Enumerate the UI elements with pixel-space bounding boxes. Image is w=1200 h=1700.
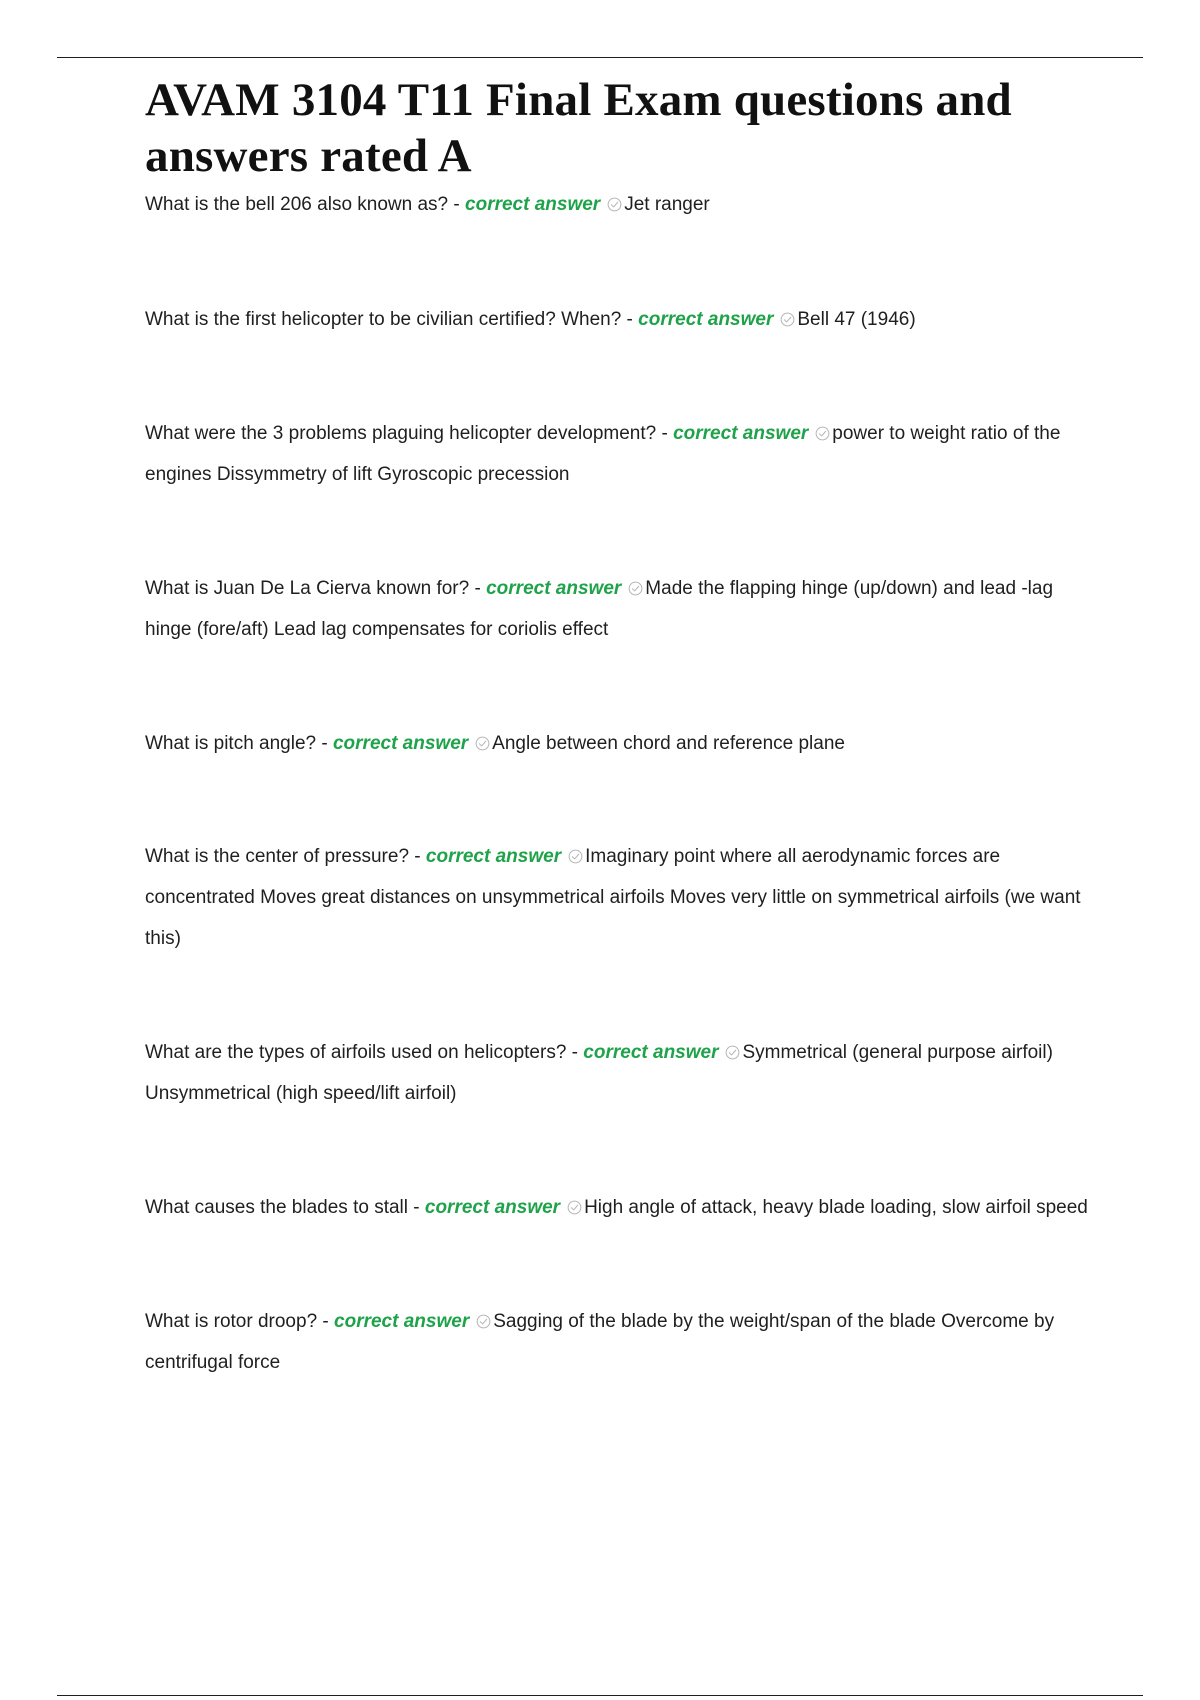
bottom-rule [57,1695,1143,1696]
check-circle-icon [476,1314,491,1329]
answer-text: Jet ranger [624,194,710,215]
correct-answer-label: correct answer [334,1311,470,1332]
check-circle-icon [628,581,643,596]
correct-answer-label: correct answer [673,423,809,444]
question-text: What were the 3 problems plaguing helicopter development? [145,423,657,444]
check-circle-icon [725,1045,740,1060]
answer-text: Made the flapping hinge (up/down) and lead -lag hinge (fore/aft) Lead lag compensates for coriolis effect [145,578,1054,640]
correct-answer-label: correct answer [583,1042,719,1063]
qa-item [145,299,1090,340]
answer-text: Bell 47 (1946) [797,309,916,330]
check-circle-icon [815,426,830,441]
question-text: What is the center of pressure? [145,846,410,867]
answer-text: Sagging of the blade by the weight/span of the blade Overcome by centrifugal force [145,1311,1055,1373]
correct-answer-label: correct answer [465,194,601,215]
question-text: What is the first helicopter to be civilian certified? When? [145,309,622,330]
question-text: What causes the blades to stall [145,1197,408,1218]
separator: - [656,423,674,444]
top-rule [57,57,1143,58]
separator: - [621,309,639,330]
answer-text: High angle of attack, heavy blade loading, slow airfoil speed [584,1197,1088,1218]
question-text: What is rotor droop? [145,1311,318,1332]
correct-answer-label: correct answer [332,733,469,754]
check-circle-icon [475,736,490,751]
answer-text: Angle between chord and reference plane [492,733,845,754]
separator: - [448,194,466,215]
correct-answer-label: correct answer [425,846,562,867]
separator: - [469,578,487,599]
check-circle-icon [780,312,795,327]
check-circle-icon [607,197,622,212]
answer-text: Imaginary point where all aerodynamic forces are concentrated Moves great distances on unsymmetrical airfoils Moves very little on symmetrical airfoils (we want this) [145,846,1081,949]
separator: - [409,846,426,867]
document-title: AVAM 3104 T11 Final Exam questions and answers rated A [145,74,1012,182]
question-text: What are the types of airfoils used on helicopters? [145,1042,567,1063]
correct-answer-label: correct answer [486,578,622,599]
correct-answer-label: correct answer [424,1197,561,1218]
qa-item [145,1301,1090,1383]
qa-item [145,568,1090,650]
qa-item [145,184,1090,225]
correct-answer-label: correct answer [638,309,774,330]
qa-item [145,836,1090,959]
question-text: What is pitch angle? [145,733,317,754]
separator: - [316,733,333,754]
qa-item [145,723,1090,764]
question-text: What is the bell 206 also known as? [145,194,449,215]
qa-item [145,1187,1090,1228]
qa-item [145,1032,1090,1114]
separator: - [317,1311,335,1332]
document-body [145,72,1090,1383]
question-text: What is Juan De La Cierva known for? [145,578,470,599]
check-circle-icon [567,1200,582,1215]
check-circle-icon [568,849,583,864]
separator: - [566,1042,584,1063]
answer-text: power to weight ratio of the engines Dissymmetry of lift Gyroscopic precession [145,423,1061,485]
qa-item [145,413,1090,495]
answer-text: Symmetrical (general purpose airfoil) Unsymmetrical (high speed/lift airfoil) [145,1042,1053,1104]
separator: - [407,1197,425,1218]
